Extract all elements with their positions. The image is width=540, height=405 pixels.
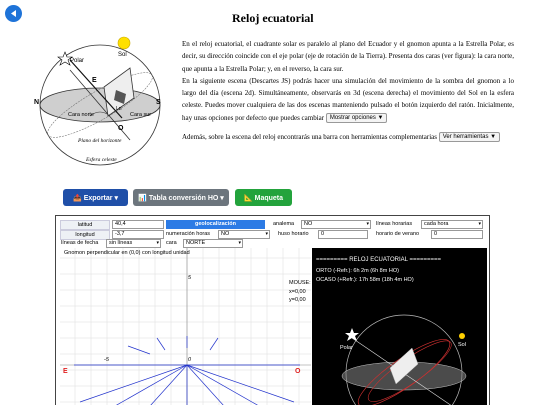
face-select[interactable]: NORTE ▾ bbox=[183, 239, 243, 248]
longitude-input[interactable]: -3,7 bbox=[112, 230, 164, 239]
tick-5: 5 bbox=[188, 275, 192, 281]
mouse-x: x=0,00 bbox=[289, 289, 306, 295]
intro-paragraph-2-text: En la siguiente escena (Descartes JS) podrás hacer una simulación del movimiento de la sombra del gnomon a lo largo del día (escena 2d). Simultáneamente, observarás en 3d (escena derecha) el movimiento del Sol en la esfera celeste. Puedes mover cualquiera de las dos escenas manteniendo pulsado el botón izquierdo del ratón. Inicialmente, hay unas opciones por defecto que puedes cambiar bbox=[182, 76, 514, 122]
face-label: cara bbox=[166, 240, 177, 246]
intro-paragraph-1: En el reloj ecuatorial, el cuadrante solar es paralelo al plano del Ecuador y el gnomon apunta a la Estrella Polar, es decir, su dirección coincide con el eje polar (eje de rotación de la Tierra). Presenta dos caras (ver figura): la cara norte, que apunta a la Estrella Polar; y, en el reverso, la cara sur. bbox=[182, 40, 514, 73]
descartes-scene bbox=[55, 215, 490, 405]
scene2d-caption: Gnomon perpendicular en (0,0) con longitud unidad bbox=[64, 250, 190, 256]
mouse-label: MOUSE: bbox=[289, 280, 311, 286]
sun-icon bbox=[118, 37, 130, 49]
east-label: E bbox=[63, 368, 68, 375]
illus-n: N bbox=[34, 99, 40, 106]
illus-esfera: Esfera celeste bbox=[86, 157, 117, 163]
geolocation-button[interactable]: geolocalización bbox=[166, 220, 265, 229]
hour-lines-label: líneas horarias bbox=[376, 221, 413, 227]
illus-horizonte: Plano del horizonte bbox=[78, 138, 122, 144]
sunrise-text: ORTO (-Refr.): 6h 2m (6h 8m HO) bbox=[316, 268, 399, 274]
latitude-input[interactable]: 40,4 bbox=[112, 220, 164, 229]
back-button[interactable] bbox=[5, 5, 22, 22]
illus-cara-sur: Cara sur bbox=[130, 112, 152, 118]
intro-paragraph-3-text: Además, sobre la escena del reloj encontrarás una barra con herramientas complementarias bbox=[182, 133, 437, 142]
analemma-select[interactable]: NO ▾ bbox=[301, 220, 371, 229]
scene-3d[interactable] bbox=[312, 248, 487, 405]
page-title: Reloj ecuatorial bbox=[232, 11, 314, 25]
time-zone-input[interactable]: 0 bbox=[318, 230, 368, 239]
hour-lines bbox=[74, 336, 300, 405]
hour-lines-select[interactable]: cada hora ▾ bbox=[421, 220, 483, 229]
export-button[interactable]: 📤 Exportar ▾ bbox=[63, 189, 128, 206]
illus-angle: Ln bbox=[116, 106, 122, 112]
illus-e: E bbox=[92, 77, 97, 84]
west-label: O bbox=[295, 368, 301, 375]
arrow-left-icon bbox=[9, 9, 18, 18]
date-lines-label: líneas de fecha bbox=[61, 240, 99, 246]
summer-time-label: horario de verano bbox=[376, 231, 420, 237]
show-options-button[interactable]: Mostrar opciones ▼ bbox=[326, 113, 388, 123]
analemma-label: analema bbox=[273, 221, 295, 227]
sunset-text: OCASO (+Refr.): 17h 58m (18h 4m HO) bbox=[316, 277, 414, 283]
scene-2d[interactable] bbox=[60, 248, 311, 405]
illus-o: O bbox=[118, 125, 124, 132]
grid bbox=[60, 248, 311, 405]
scene3d-title: ========= RELOJ ECUATORIAL ========= bbox=[316, 257, 441, 263]
tick-neg5: -5 bbox=[104, 357, 109, 363]
mockup-button[interactable]: 📐 Maqueta bbox=[235, 189, 292, 206]
intro-paragraph-3 bbox=[182, 131, 514, 143]
intro-text bbox=[182, 38, 514, 143]
illus-s: S bbox=[156, 99, 161, 106]
ho-table-button[interactable]: 📊 Tabla conversión HO ▾ bbox=[133, 189, 229, 206]
celestial-sphere-3d[interactable] bbox=[312, 248, 487, 405]
show-tools-button[interactable]: Ver herramientas ▼ bbox=[439, 132, 500, 142]
date-lines-select[interactable]: sin líneas ▾ bbox=[106, 239, 161, 248]
intro-paragraph-2 bbox=[182, 75, 514, 124]
scene3d-polar: Polar bbox=[340, 345, 353, 351]
longitude-label: longitud bbox=[60, 230, 110, 240]
summer-time-input[interactable]: 0 bbox=[431, 230, 483, 239]
mouse-y: y=0,00 bbox=[289, 297, 306, 303]
illus-polar: Polar bbox=[70, 58, 85, 64]
dial-2d-plot[interactable] bbox=[60, 248, 311, 405]
latitude-label: latitud bbox=[60, 220, 110, 230]
tick-0: 0 bbox=[188, 357, 192, 363]
time-zone-label: huso horario bbox=[278, 231, 309, 237]
equatorial-clock-illustration bbox=[30, 30, 178, 168]
scene3d-sol: Sol bbox=[458, 342, 466, 348]
sun-3d-icon bbox=[459, 333, 465, 339]
hour-numbering-label: numeración horas bbox=[166, 231, 211, 237]
hour-numbering-select[interactable]: NO ▾ bbox=[218, 230, 270, 239]
illus-sol: Sol bbox=[118, 52, 127, 58]
illus-cara-norte: Cara norte bbox=[68, 112, 94, 118]
